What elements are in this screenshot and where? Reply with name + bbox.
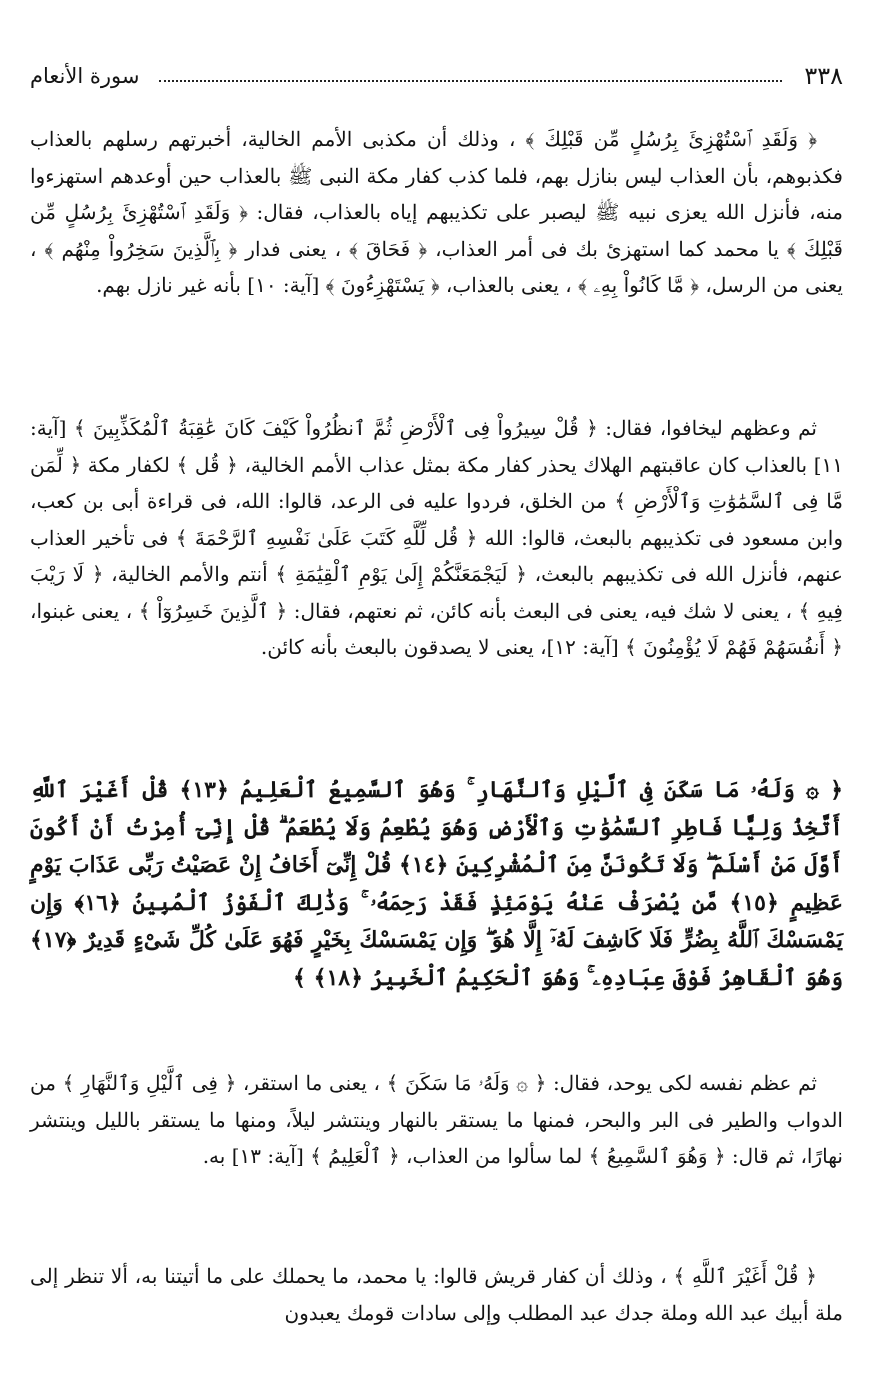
tafsir-paragraph: ثم عظم نفسه لكى يوحد، فقال: ﴿ ۞ وَلَهُۥ مَا سَكَنَ ﴾ ، يعنى ما استقر، ﴿ فِى ٱلَّيْلِ وَٱلنَّهَارِ ﴾ من الدواب والطير فى البر والبحر، فمنها ما يستقر بالنهار وينتشر ليلاً، ومنها ما يستقر بالليل وينتشر نهارًا، ثم قال: ﴿ وَهُوَ ٱلسَّمِيعُ ﴾ لما سألوا من العذاب، ﴿ ٱلْعَلِيمُ ﴾ [آية: ١٣] به. [30,1071,843,1168]
page-header [30,56,843,96]
quran-verses: ﴿ ۞ وَلَهُۥ مَا سَكَنَ فِى ٱلَّيْلِ وَٱلنَّهَارِ ۚ وَهُوَ ٱلسَّمِيعُ ٱلْعَلِيمُ ﴿١٣﴾ قُلْ أَغَيْرَ ٱللَّهِ أَتَّخِذُ وَلِيًّا فَاطِرِ ٱلسَّمَٰوَٰتِ وَٱلْأَرْضِ وَهُوَ يُطْعِمُ وَلَا يُطْعَمُ ۗ قُلْ إِنِّىٓ أُمِرْتُ أَنْ أَكُونَ أَوَّلَ مَنْ أَسْلَمَ ۖ وَلَا تَكُونَنَّ مِنَ ٱلْمُشْرِكِينَ ﴿١٤﴾ قُلْ إِنِّىٓ أَخَافُ إِنْ عَصَيْتُ رَبِّى عَذَابَ يَوْمٍ عَظِيمٍ ﴿١٥﴾ مَّن يُصْرَفْ عَنْهُ يَوْمَئِذٍ فَقَدْ رَحِمَهُۥ ۚ وَذَٰلِكَ ٱلْفَوْزُ ٱلْمُبِينُ ﴿١٦﴾ وَإِن يَمْسَسْكَ ٱللَّهُ بِضُرٍّ فَلَا كَاشِفَ لَهُۥٓ إِلَّا هُوَ ۖ وَإِن يَمْسَسْكَ بِخَيْرٍ فَهُوَ عَلَىٰ كُلِّ شَىْءٍ قَدِيرٌ ﴿١٧﴾ وَهُوَ ٱلْقَاهِرُ فَوْقَ عِبَادِهِۦ ۚ وَهُوَ ٱلْحَكِيمُ ٱلْخَبِيرُ ﴿١٨﴾ ﴾ [30,777,843,991]
tafsir-paragraph-4-block [30,1258,843,1331]
tafsir-paragraph: ﴿ وَلَقَدِ ٱسْتُهْزِئَ بِرُسُلٍ مِّن قَبْلِكَ ﴾ ، وذلك أن مكذبى الأمم الخالية، أخبرتهم رسلهم بالعذاب فكذبوهم، بأن العذاب ليس بنازل بهم، فلما كذب كفار مكة النبى ﷺ بالعذاب حين أوعدهم استهزءوا منه، فأنزل الله يعزى نبيه ﷺ ليصبر على تكذيبهم إياه بالعذاب، فقال: ﴿ وَلَقَدِ ٱسْتُهْزِئَ بِرُسُلٍ مِّن قَبْلِكَ ﴾ يا محمد كما استهزئ بك فى أمر العذاب، ﴿ فَحَاقَ ﴾ ، يعنى فدار ﴿ بِٱلَّذِينَ سَخِرُواْ مِنْهُم ﴾ ، يعنى من الرسل، ﴿ مَّا كَانُواْ بِهِۦ ﴾ ، يعنى بالعذاب، ﴿ يَسْتَهْزِءُونَ ﴾ [آية: ١٠] بأنه غير نازل بهم. [30,127,843,297]
tafsir-paragraph-2-block [30,410,843,666]
tafsir-paragraph: ثم وعظهم ليخافوا، فقال: ﴿ قُلْ سِيرُواْ فِى ٱلْأَرْضِ ثُمَّ ٱنظُرُواْ كَيْفَ كَانَ عَٰقِبَةُ ٱلْمُكَذِّبِينَ ﴾ [آية: ١١] بالعذاب كان عاقبتهم الهلاك يحذر كفار مكة بمثل عذاب الأمم الخالية، ﴿ قُل ﴾ لكفار مكة ﴿ لِّمَن مَّا فِى ٱلسَّمَٰوَٰتِ وَٱلْأَرْضِ ﴾ من الخلق، فردوا عليه فى الرعد، قالوا: الله، فى قراءة أبى بن كعب، وابن مسعود فى تكذيبهم بالبعث، قالوا: الله ﴿ قُل لِّلَّهِ كَتَبَ عَلَىٰ نَفْسِهِ ٱلرَّحْمَةَ ﴾ فى تأخير العذاب عنهم، فأنزل الله فى تكذيبهم بالبعث، ﴿ لَيَجْمَعَنَّكُمْ إِلَىٰ يَوْمِ ٱلْقِيَٰمَةِ ﴾ أنتم والأمم الخالية، ﴿ لَا رَيْبَ فِيهِ ﴾ ، يعنى لا شك فيه، يعنى فى البعث بأنه كائن، ثم نعتهم، فقال: ﴿ ٱلَّذِينَ خَسِرُوٓاْ ﴾ ، يعنى غبنوا، ﴿ أَنفُسَهُمْ فَهُمْ لَا يُؤْمِنُونَ ﴾ [آية: ١٢]، يعنى لا يصدقون بالبعث بأنه كائن. [30,416,843,659]
tafsir-paragraph: ﴿ قُلْ أَغَيْرَ ٱللَّهِ ﴾ ، وذلك أن كفار قريش قالوا: يا محمد، ما يحملك على ما أتيتنا به، ألا تنظر إلى ملة أبيك عبد الله وملة جدك عبد المطلب وإلى سادات قومك يعبدون [30,1264,843,1325]
quran-verses-block [30,772,843,997]
surah-title: سورة الأنعام [30,64,140,88]
header-leader-dots [159,80,782,82]
tafsir-paragraph-1-block [30,121,843,304]
tafsir-paragraph-3-block [30,1065,843,1175]
page-number: ٣٣٨ [804,62,843,90]
book-page [30,0,843,1384]
